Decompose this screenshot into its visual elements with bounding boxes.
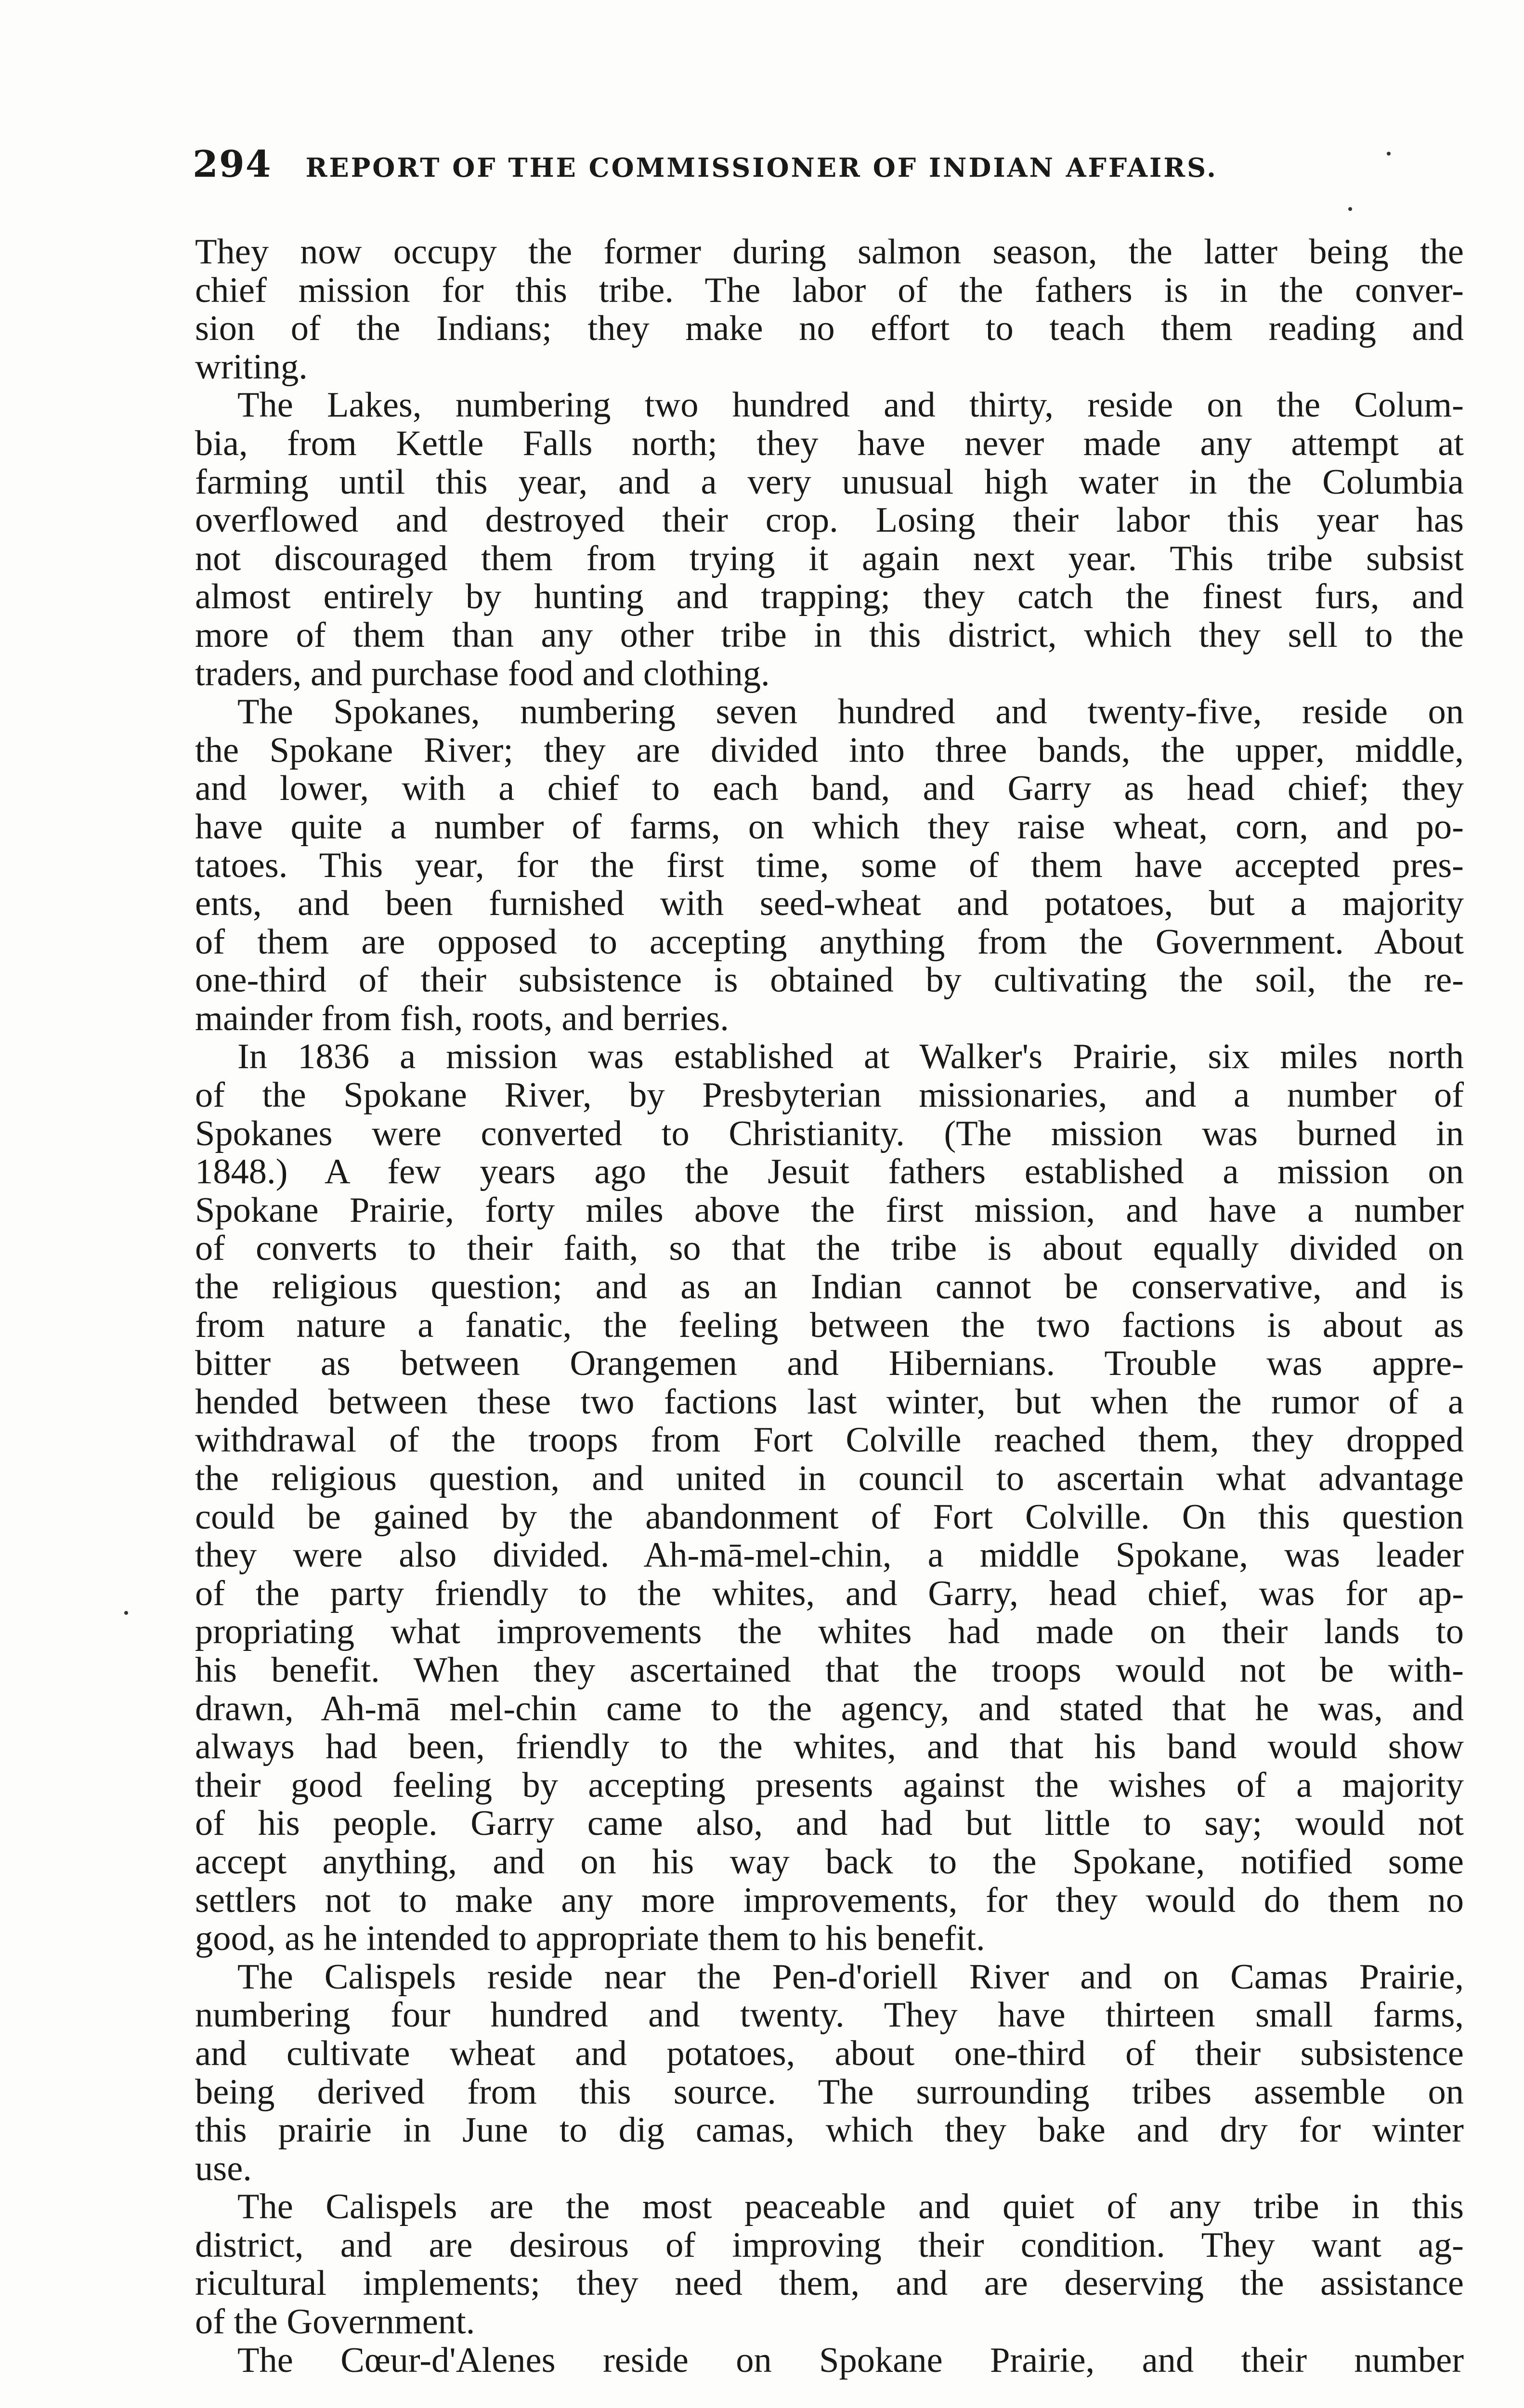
text-line: Spokanes were converted to Christianity. (The mission was burned in bbox=[195, 1114, 1464, 1153]
text-line: of the Spokane River, by Presbyterian missionaries, and a number of bbox=[195, 1076, 1464, 1115]
text-line: bitter as between Orangemen and Hibernians. Trouble was appre- bbox=[195, 1345, 1464, 1383]
text-line: chief mission for this tribe. The labor of the fathers is in the conver- bbox=[195, 271, 1464, 310]
text-line: tatoes. This year, for the first time, some of them have accepted pres- bbox=[195, 846, 1464, 885]
text-line: The Calispels reside near the Pen-d'oriell River and on Camas Prairie, bbox=[237, 1958, 1464, 1997]
text-line: the religious question; and as an Indian cannot be conservative, and is bbox=[195, 1268, 1464, 1307]
text-line: almost entirely by hunting and trapping; they catch the finest furs, and bbox=[195, 578, 1464, 616]
text-line: use. bbox=[195, 2149, 252, 2188]
text-line: of the party friendly to the whites, and Garry, head chief, was for ap- bbox=[195, 1574, 1464, 1613]
text-line: ricultural implements; they need them, and are deserving the assistance bbox=[195, 2264, 1464, 2303]
running-head: REPORT OF THE COMMISSIONER OF INDIAN AFFAIRS. bbox=[305, 152, 1218, 183]
text-line: of the Government. bbox=[195, 2303, 475, 2342]
text-line: of converts to their faith, so that the tribe is about equally divided on bbox=[195, 1230, 1464, 1269]
text-line: one-third of their subsistence is obtained by cultivating the soil, the re- bbox=[195, 961, 1464, 1000]
margin-mark bbox=[1348, 207, 1352, 211]
text-line: could be gained by the abandonment of Fort Colville. On this question bbox=[195, 1498, 1464, 1537]
text-line: hended between these two factions last winter, but when the rumor of a bbox=[195, 1383, 1464, 1422]
text-line: ents, and been furnished with seed-wheat and potatoes, but a majority bbox=[195, 885, 1464, 923]
text-line: They now occupy the former during salmon season, the latter being the bbox=[195, 233, 1464, 272]
margin-mark bbox=[1387, 152, 1391, 156]
text-line: more of them than any other tribe in this district, which they sell to the bbox=[195, 616, 1464, 655]
text-line: of his people. Garry came also, and had but little to say; would not bbox=[195, 1805, 1464, 1843]
text-line: drawn, Ah-mā mel-chin came to the agency, and stated that he was, and bbox=[195, 1689, 1464, 1728]
text-line: from nature a fanatic, the feeling between the two factions is about as bbox=[195, 1306, 1464, 1345]
text-line: and cultivate wheat and potatoes, about one-third of their subsistence bbox=[195, 2034, 1464, 2073]
text-line: their good feeling by accepting presents against the wishes of a majority bbox=[195, 1766, 1464, 1805]
text-line: writing. bbox=[195, 348, 308, 387]
body-text bbox=[195, 233, 1464, 2380]
text-line: the religious question, and united in council to ascertain what advantage bbox=[195, 1460, 1464, 1498]
text-line: The Cœur-d'Alenes reside on Spokane Prairie, and their number bbox=[237, 2341, 1464, 2380]
text-line: The Calispels are the most peaceable and quiet of any tribe in this bbox=[237, 2188, 1464, 2226]
text-line: farming until this year, and a very unusual high water in the Columbia bbox=[195, 463, 1464, 502]
text-line: withdrawal of the troops from Fort Colville reached them, they dropped bbox=[195, 1421, 1464, 1460]
text-line: accept anything, and on his way back to the Spokane, notified some bbox=[195, 1843, 1464, 1882]
text-line: have quite a number of farms, on which they raise wheat, corn, and po- bbox=[195, 808, 1464, 847]
text-line: overflowed and destroyed their crop. Losing their labor this year has bbox=[195, 501, 1464, 540]
text-line: traders, and purchase food and clothing. bbox=[195, 654, 770, 694]
text-line: propriating what improvements the whites had made on their lands to bbox=[195, 1613, 1464, 1651]
text-line: this prairie in June to dig camas, which they bake and dry for winter bbox=[195, 2111, 1464, 2150]
text-line: not discouraged them from trying it again next year. This tribe subsist bbox=[195, 539, 1464, 578]
text-line: district, and are desirous of improving their condition. They want ag- bbox=[195, 2226, 1464, 2265]
text-line: The Spokanes, numbering seven hundred and twenty-five, reside on bbox=[237, 693, 1464, 732]
text-line: always had been, friendly to the whites, and that his band would show bbox=[195, 1728, 1464, 1767]
page-number: 294 bbox=[193, 143, 272, 185]
text-line: bia, from Kettle Falls north; they have never made any attempt at bbox=[195, 424, 1464, 463]
text-line: numbering four hundred and twenty. They have thirteen small farms, bbox=[195, 1996, 1464, 2035]
text-line: The Lakes, numbering two hundred and thirty, reside on the Colum- bbox=[237, 386, 1464, 425]
text-line: and lower, with a chief to each band, and Garry as head chief; they bbox=[195, 770, 1464, 808]
text-line: sion of the Indians; they make no effort to teach them reading and bbox=[195, 310, 1464, 348]
text-line: being derived from this source. The surrounding tribes assemble on bbox=[195, 2073, 1464, 2112]
text-line: In 1836 a mission was established at Walker's Prairie, six miles north bbox=[237, 1038, 1464, 1077]
text-line: of them are opposed to accepting anything from the Government. About bbox=[195, 923, 1464, 962]
page-header bbox=[193, 143, 1348, 196]
text-line: 1848.) A few years ago the Jesuit fathers established a mission on bbox=[195, 1153, 1464, 1191]
margin-mark bbox=[124, 1611, 128, 1615]
text-line: settlers not to make any more improvements, for they would do them no bbox=[195, 1881, 1464, 1920]
text-line: the Spokane River; they are divided into three bands, the upper, middle, bbox=[195, 731, 1464, 770]
text-line: his benefit. When they ascertained that the troops would not be with- bbox=[195, 1651, 1464, 1690]
text-line: Spokane Prairie, forty miles above the first mission, and have a number bbox=[195, 1191, 1464, 1230]
text-line: good, as he intended to appropriate them to his benefit. bbox=[195, 1920, 985, 1958]
text-line: mainder from fish, roots, and berries. bbox=[195, 999, 729, 1038]
text-line: they were also divided. Ah-mā-mel-chin, a middle Spokane, was leader bbox=[195, 1536, 1464, 1575]
